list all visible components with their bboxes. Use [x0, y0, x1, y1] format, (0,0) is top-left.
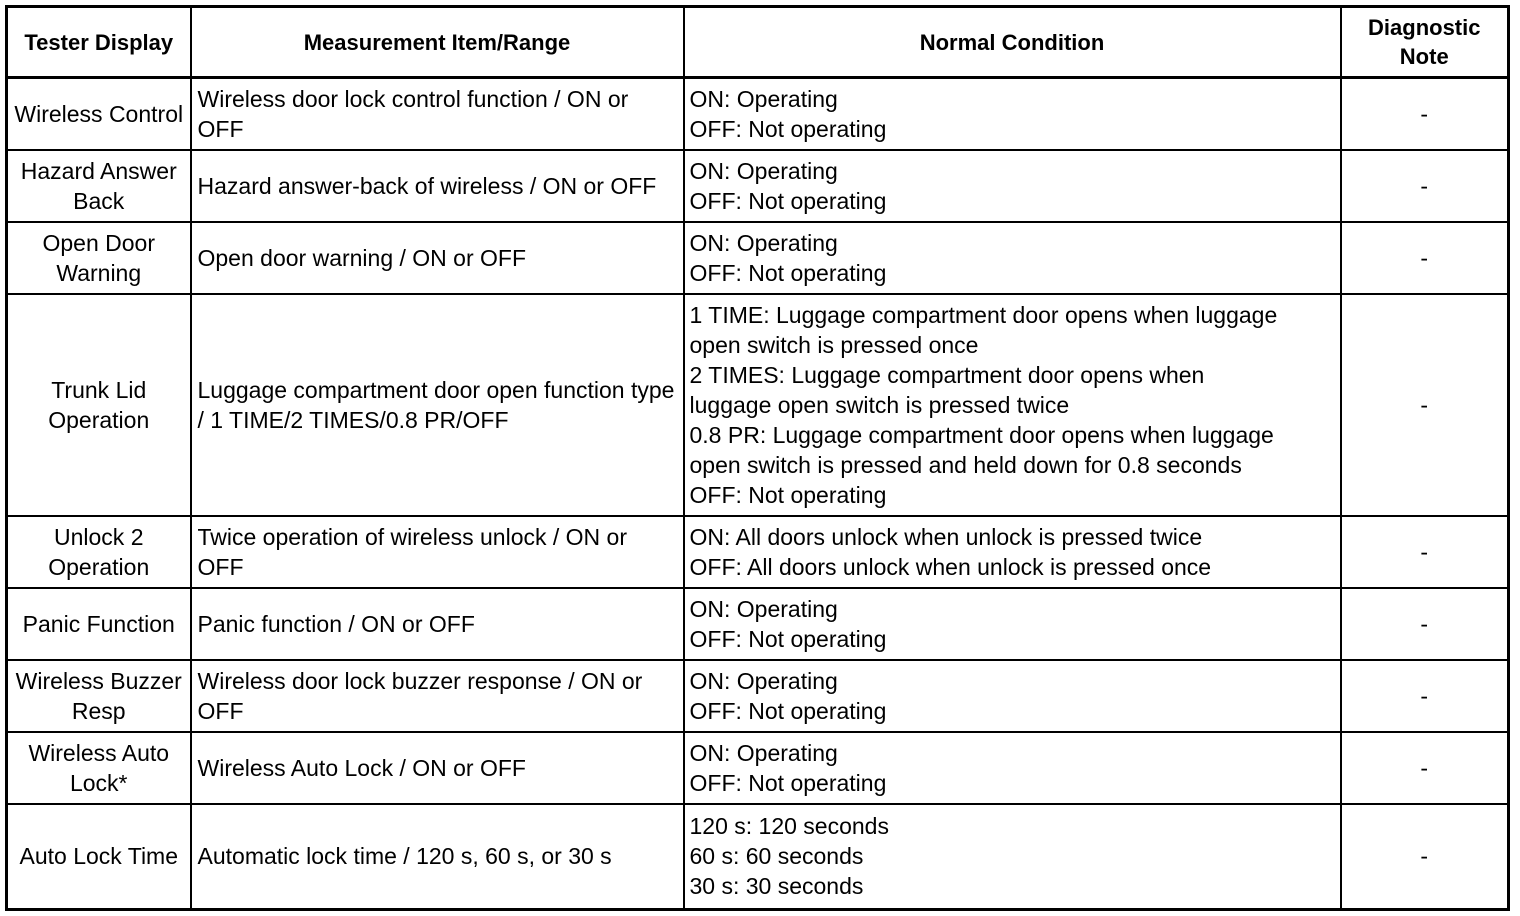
header-normal-condition: Normal Condition [684, 7, 1341, 78]
table-row [7, 516, 1509, 588]
table-row [7, 804, 1509, 910]
normal-condition-cell [684, 660, 1341, 732]
normal-condition-cell [684, 222, 1341, 294]
tester-display-cell: Wireless Control [7, 78, 191, 150]
normal-condition-cell [684, 78, 1341, 150]
header-diagnostic-note-line1: Diagnostic [1368, 15, 1481, 40]
data-monitor-table [5, 5, 1510, 911]
header-tester-display: Tester Display [7, 7, 191, 78]
normal-condition-cell [684, 516, 1341, 588]
table-row [7, 150, 1509, 222]
header-row [7, 7, 1509, 78]
measurement-item-cell: Wireless door lock control function / ON or OFF [191, 78, 684, 150]
tester-display-cell: Wireless Buzzer Resp [7, 660, 191, 732]
measurement-item-cell: Hazard answer-back of wireless / ON or OFF [191, 150, 684, 222]
tester-display-cell: Open Door Warning [7, 222, 191, 294]
condition-line: ON: Operating [689, 667, 838, 694]
condition-line: ON: Operating [689, 595, 838, 622]
condition-line: ON: All doors unlock when unlock is pressed twice [689, 523, 1203, 550]
condition-line: OFF: Not operating [689, 187, 887, 214]
tester-display-cell: Wireless Auto Lock* [7, 732, 191, 804]
tester-display-cell: Hazard Answer Back [7, 150, 191, 222]
diagnostic-note-cell: - [1341, 732, 1509, 804]
condition-line: 30 s: 30 seconds [689, 873, 864, 900]
tester-display-cell: Panic Function [7, 588, 191, 660]
diagnostic-note-cell: - [1341, 150, 1509, 222]
condition-line: ON: Operating [689, 229, 838, 256]
normal-condition-cell [684, 150, 1341, 222]
normal-condition-cell [684, 804, 1341, 910]
condition-line: open switch is pressed once [689, 331, 979, 358]
table-row [7, 588, 1509, 660]
diagnostic-note-cell: - [1341, 222, 1509, 294]
measurement-item-cell: Luggage compartment door open function type / 1 TIME/2 TIMES/0.8 PR/OFF [191, 294, 684, 516]
condition-line: open switch is pressed and held down for 0.8 seconds [689, 451, 1242, 478]
diagnostic-note-cell: - [1341, 660, 1509, 732]
condition-line: luggage open switch is pressed twice [689, 391, 1070, 418]
table-row [7, 222, 1509, 294]
condition-line: 0.8 PR: Luggage compartment door opens when luggage [689, 421, 1274, 448]
normal-condition-cell [684, 294, 1341, 516]
measurement-item-cell: Wireless Auto Lock / ON or OFF [191, 732, 684, 804]
table-row [7, 660, 1509, 732]
condition-line: OFF: Not operating [689, 769, 887, 796]
condition-line: ON: Operating [689, 157, 838, 184]
table-row [7, 78, 1509, 150]
diagnostic-note-cell: - [1341, 804, 1509, 910]
measurement-item-cell: Open door warning / ON or OFF [191, 222, 684, 294]
diagnostic-note-cell: - [1341, 78, 1509, 150]
condition-line: OFF: All doors unlock when unlock is pressed once [689, 553, 1212, 580]
condition-line: 1 TIME: Luggage compartment door opens when luggage [689, 301, 1278, 328]
condition-line: 120 s: 120 seconds [689, 813, 889, 840]
measurement-item-cell: Panic function / ON or OFF [191, 588, 684, 660]
diagnostic-note-cell: - [1341, 294, 1509, 516]
tester-display-cell: Trunk Lid Operation [7, 294, 191, 516]
measurement-item-cell: Automatic lock time / 120 s, 60 s, or 30 s [191, 804, 684, 910]
condition-line: OFF: Not operating [689, 625, 887, 652]
condition-line: OFF: Not operating [689, 697, 887, 724]
normal-condition-cell [684, 732, 1341, 804]
header-measurement-item: Measurement Item/Range [191, 7, 684, 78]
normal-condition-cell [684, 588, 1341, 660]
condition-line: ON: Operating [689, 739, 838, 766]
condition-line: ON: Operating [689, 85, 838, 112]
condition-line: OFF: Not operating [689, 259, 887, 286]
condition-line: 60 s: 60 seconds [689, 843, 864, 870]
header-diagnostic-note-line2: Note [1399, 44, 1449, 69]
condition-line: OFF: Not operating [689, 115, 887, 142]
condition-line: OFF: Not operating [689, 481, 887, 508]
tester-display-cell: Unlock 2 Operation [7, 516, 191, 588]
measurement-item-cell: Twice operation of wireless unlock / ON or OFF [191, 516, 684, 588]
header-diagnostic-note [1341, 7, 1509, 78]
tester-display-cell: Auto Lock Time [7, 804, 191, 910]
condition-line: 2 TIMES: Luggage compartment door opens when [689, 361, 1205, 388]
diagnostic-note-cell: - [1341, 516, 1509, 588]
table-row [7, 294, 1509, 516]
table-row [7, 732, 1509, 804]
diagnostic-note-cell: - [1341, 588, 1509, 660]
measurement-item-cell: Wireless door lock buzzer response / ON or OFF [191, 660, 684, 732]
